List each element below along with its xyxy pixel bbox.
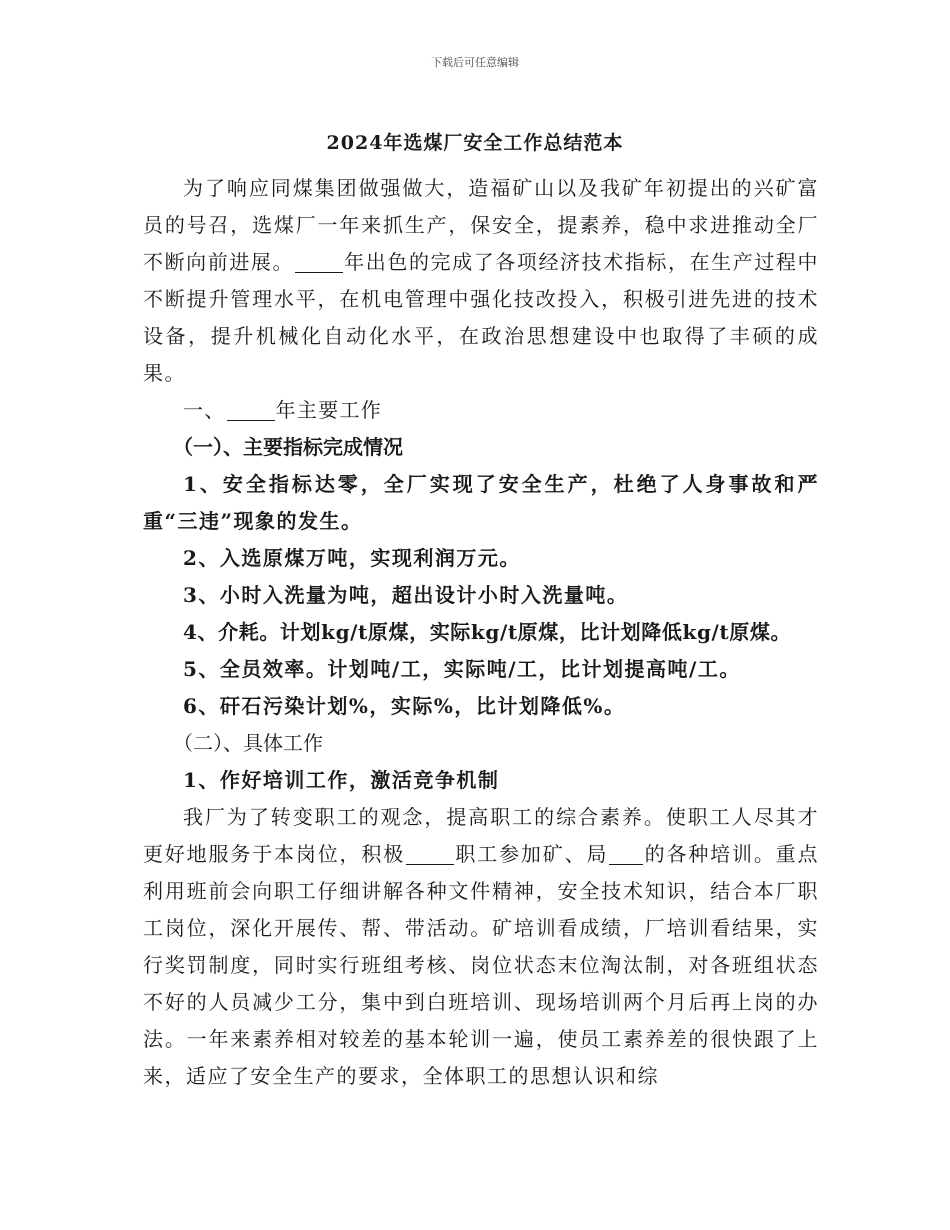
blank-underline [609,842,643,865]
section-heading-main-work: 一、 年主要工作 [183,398,383,422]
indicator-item: 4、介耗。计划kg/t原煤，实际kg/t原煤，比计划降低kg/t原煤。 [183,620,792,644]
indicator-item: 5、全员效率。计划吨/工，实际吨/工，比计划提高吨/工。 [183,657,741,681]
subitem-heading-training: 1、作好培训工作，激活竞争机制 [183,768,500,792]
blank-underline [295,250,343,273]
indicator-item: 6、矸石污染计划%，实际%，比计划降低%。 [183,694,626,718]
indicator-item: 1、安全指标达零，全厂实现了安全生产，杜绝了人身事故和严重“三违”现象的发生。 [143,472,819,533]
document-title: 2024年选煤厂安全工作总结范本 [326,132,624,154]
training-paragraph: 我厂为了转变职工的观念，提高职工的综合素养。使职工人尽其才更好地服务于本岗位，积极 职工参加矿、局 的各种培训。重点利用班前会向职工仔细讲解各种文件精神，安全技术知识，结合本厂职工岗位，深化开展传、帮、带活动。矿培训看成绩，厂培训看结果，实行奖罚制度，同时实行班组考核、岗位状态末位淘汰制，对各班组状态不好的人员减少工分，集中到白班培训、现场培训两个月后再上岗的办法。一年来素养相对较差的基本轮训一遍，使员工素养差的很快跟了上来，适应了安全生产的要求，全体职工的思想认识和综 [143,805,820,1088]
intro-text-part1: 为了响应同煤集团做强做大，造福矿山以及我矿年初提出的兴矿富员的号召，选煤厂一年来抓生产，保安全，提素养，稳中求进推动全厂不断向前进展。 [143,176,819,274]
document-body [143,170,819,1095]
intro-paragraph [143,170,819,392]
subsection-heading-indicators: （一）、主要指标完成情况 [173,435,403,459]
subsection-heading-specific-work: （二）、具体工作 [173,731,323,755]
blank-underline [406,842,454,865]
intro-text-part2: 年出色的完成了各项经济技术指标，在生产过程中不断提升管理水平，在机电管理中强化技改投入，积极引进先进的技术设备，提升机械化自动化水平，在政治思想建设中也取得了丰硕的成果。 [143,250,820,385]
indicator-item: 2、入选原煤万吨，实现利润万元。 [183,546,521,570]
page-header-note: 下载后可任意编辑 [431,56,519,69]
indicator-item: 3、小时入洗量为吨，超出设计小时入洗量吨。 [183,583,629,607]
blank-underline [227,398,275,421]
